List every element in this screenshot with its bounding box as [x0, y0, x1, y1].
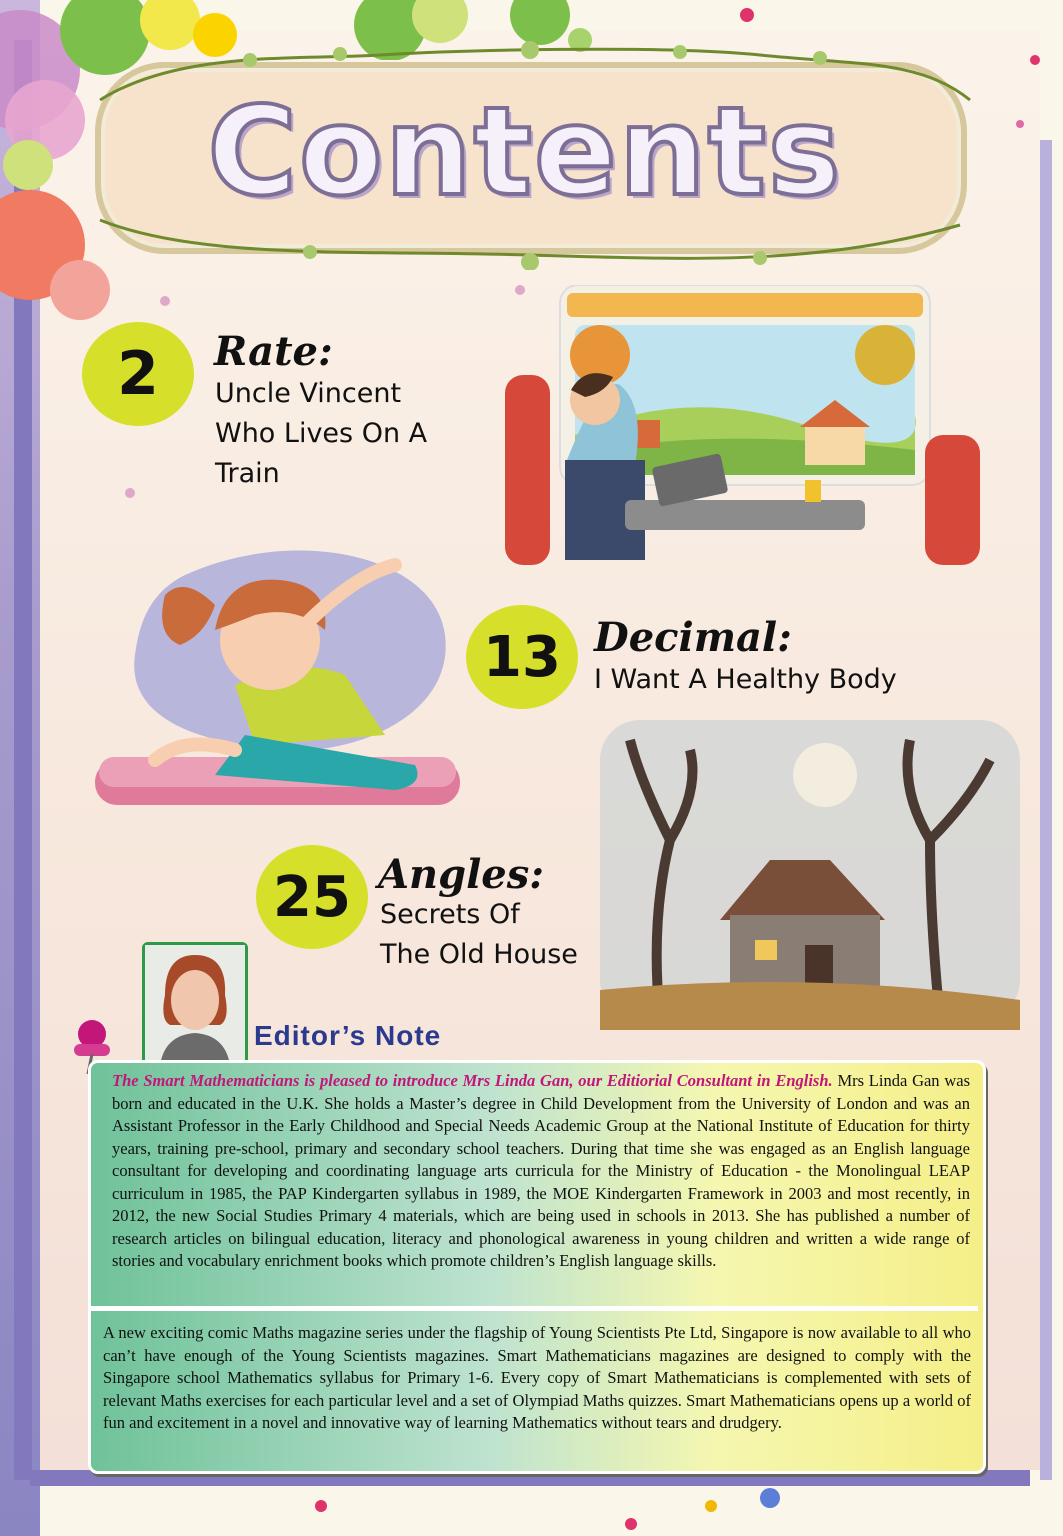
page-frame-right: [1040, 140, 1052, 1480]
decor-dot: [515, 285, 525, 295]
topic-subtitle-line: Uncle Vincent: [215, 378, 402, 409]
topic-title: Decimal:: [594, 614, 792, 661]
topic-title: Angles:: [378, 851, 545, 898]
girl-stretching-illustration: [95, 535, 465, 815]
decor-dot: [625, 1518, 637, 1530]
topic-subtitle-line: Secrets Of: [380, 899, 520, 930]
editor-bio: Mrs Linda Gan was born and educated in the U.K. She holds a Master’s degree in Child Development from the University of London and was an Assistant Professor in the Early Childhood and Special Needs Academic Group at the National Institute of Education for thirty years, training pre-school, primary and secondary school teachers. During that time she was engaged as an English language consultant for developing and coordinating language arts curricula for the Ministry of Education - the Monolingual LEAP curriculum in 1985, the PAP Kindergarten syllabus in 1989, the MOE Kindergarten Framework in 2003 and most recently, in 2012, the new Social Studies Primary 4 materials, which are being used in schools in 2013. She has published a number of research articles on bilingual education, literacy and phonological awareness in young children and written a wide range of stories and vocabulary enrichment books which promote children’s English language skills.: [112, 1071, 970, 1270]
magazine-description: A new exciting comic Maths magazine series under the flagship of Young Scientists Pte Ltd, Singapore is now available to all who can’t have enough of the Young Scientists magazines. Smart Mathematicians magazines are designed to comply with the Singapore school Mathematics syllabus for Primary 1-6. Every copy of Smart Mathematicians is complemented with sets of relevant Maths exercises for each particular level and a set of Olympiad Maths quizzes. Smart Mathematicians opens up a world of fun and excitement in a novel and innovative way of learning Mathematics without tears and drudgery.: [103, 1323, 971, 1432]
note-divider: [90, 1306, 978, 1311]
topic-subtitle-line: The Old House: [380, 939, 578, 970]
decor-dot: [160, 296, 170, 306]
page-number-badge: 2: [82, 322, 194, 426]
topic-subtitle-line: I Want A Healthy Body: [594, 664, 897, 695]
decor-dot: [760, 1488, 780, 1508]
topic-subtitle-line: Train: [215, 458, 280, 489]
decor-dot: [740, 8, 754, 22]
decor-dot: [125, 488, 135, 498]
page-title: Contents: [207, 81, 843, 223]
editor-photo: [142, 942, 248, 1068]
decor-dot: [1016, 120, 1024, 128]
decor-dot: [315, 1500, 327, 1512]
page-number-badge: 13: [466, 605, 578, 709]
editor-note-heading: Editor’s Note: [254, 1020, 442, 1051]
topic-subtitle-line: Who Lives On A: [215, 418, 428, 449]
page-number-badge: 25: [256, 845, 368, 949]
decor-dot: [1030, 55, 1040, 65]
decor-dot: [705, 1500, 717, 1512]
old-house-illustration: [600, 720, 1020, 1030]
editor-intro: The Smart Mathematicians is pleased to introduce Mrs Linda Gan, our Editiorial Consultant in English.: [112, 1071, 833, 1090]
train-illustration: [505, 285, 980, 565]
editor-note-text: [112, 1070, 970, 1273]
topic-title: Rate:: [214, 328, 333, 375]
